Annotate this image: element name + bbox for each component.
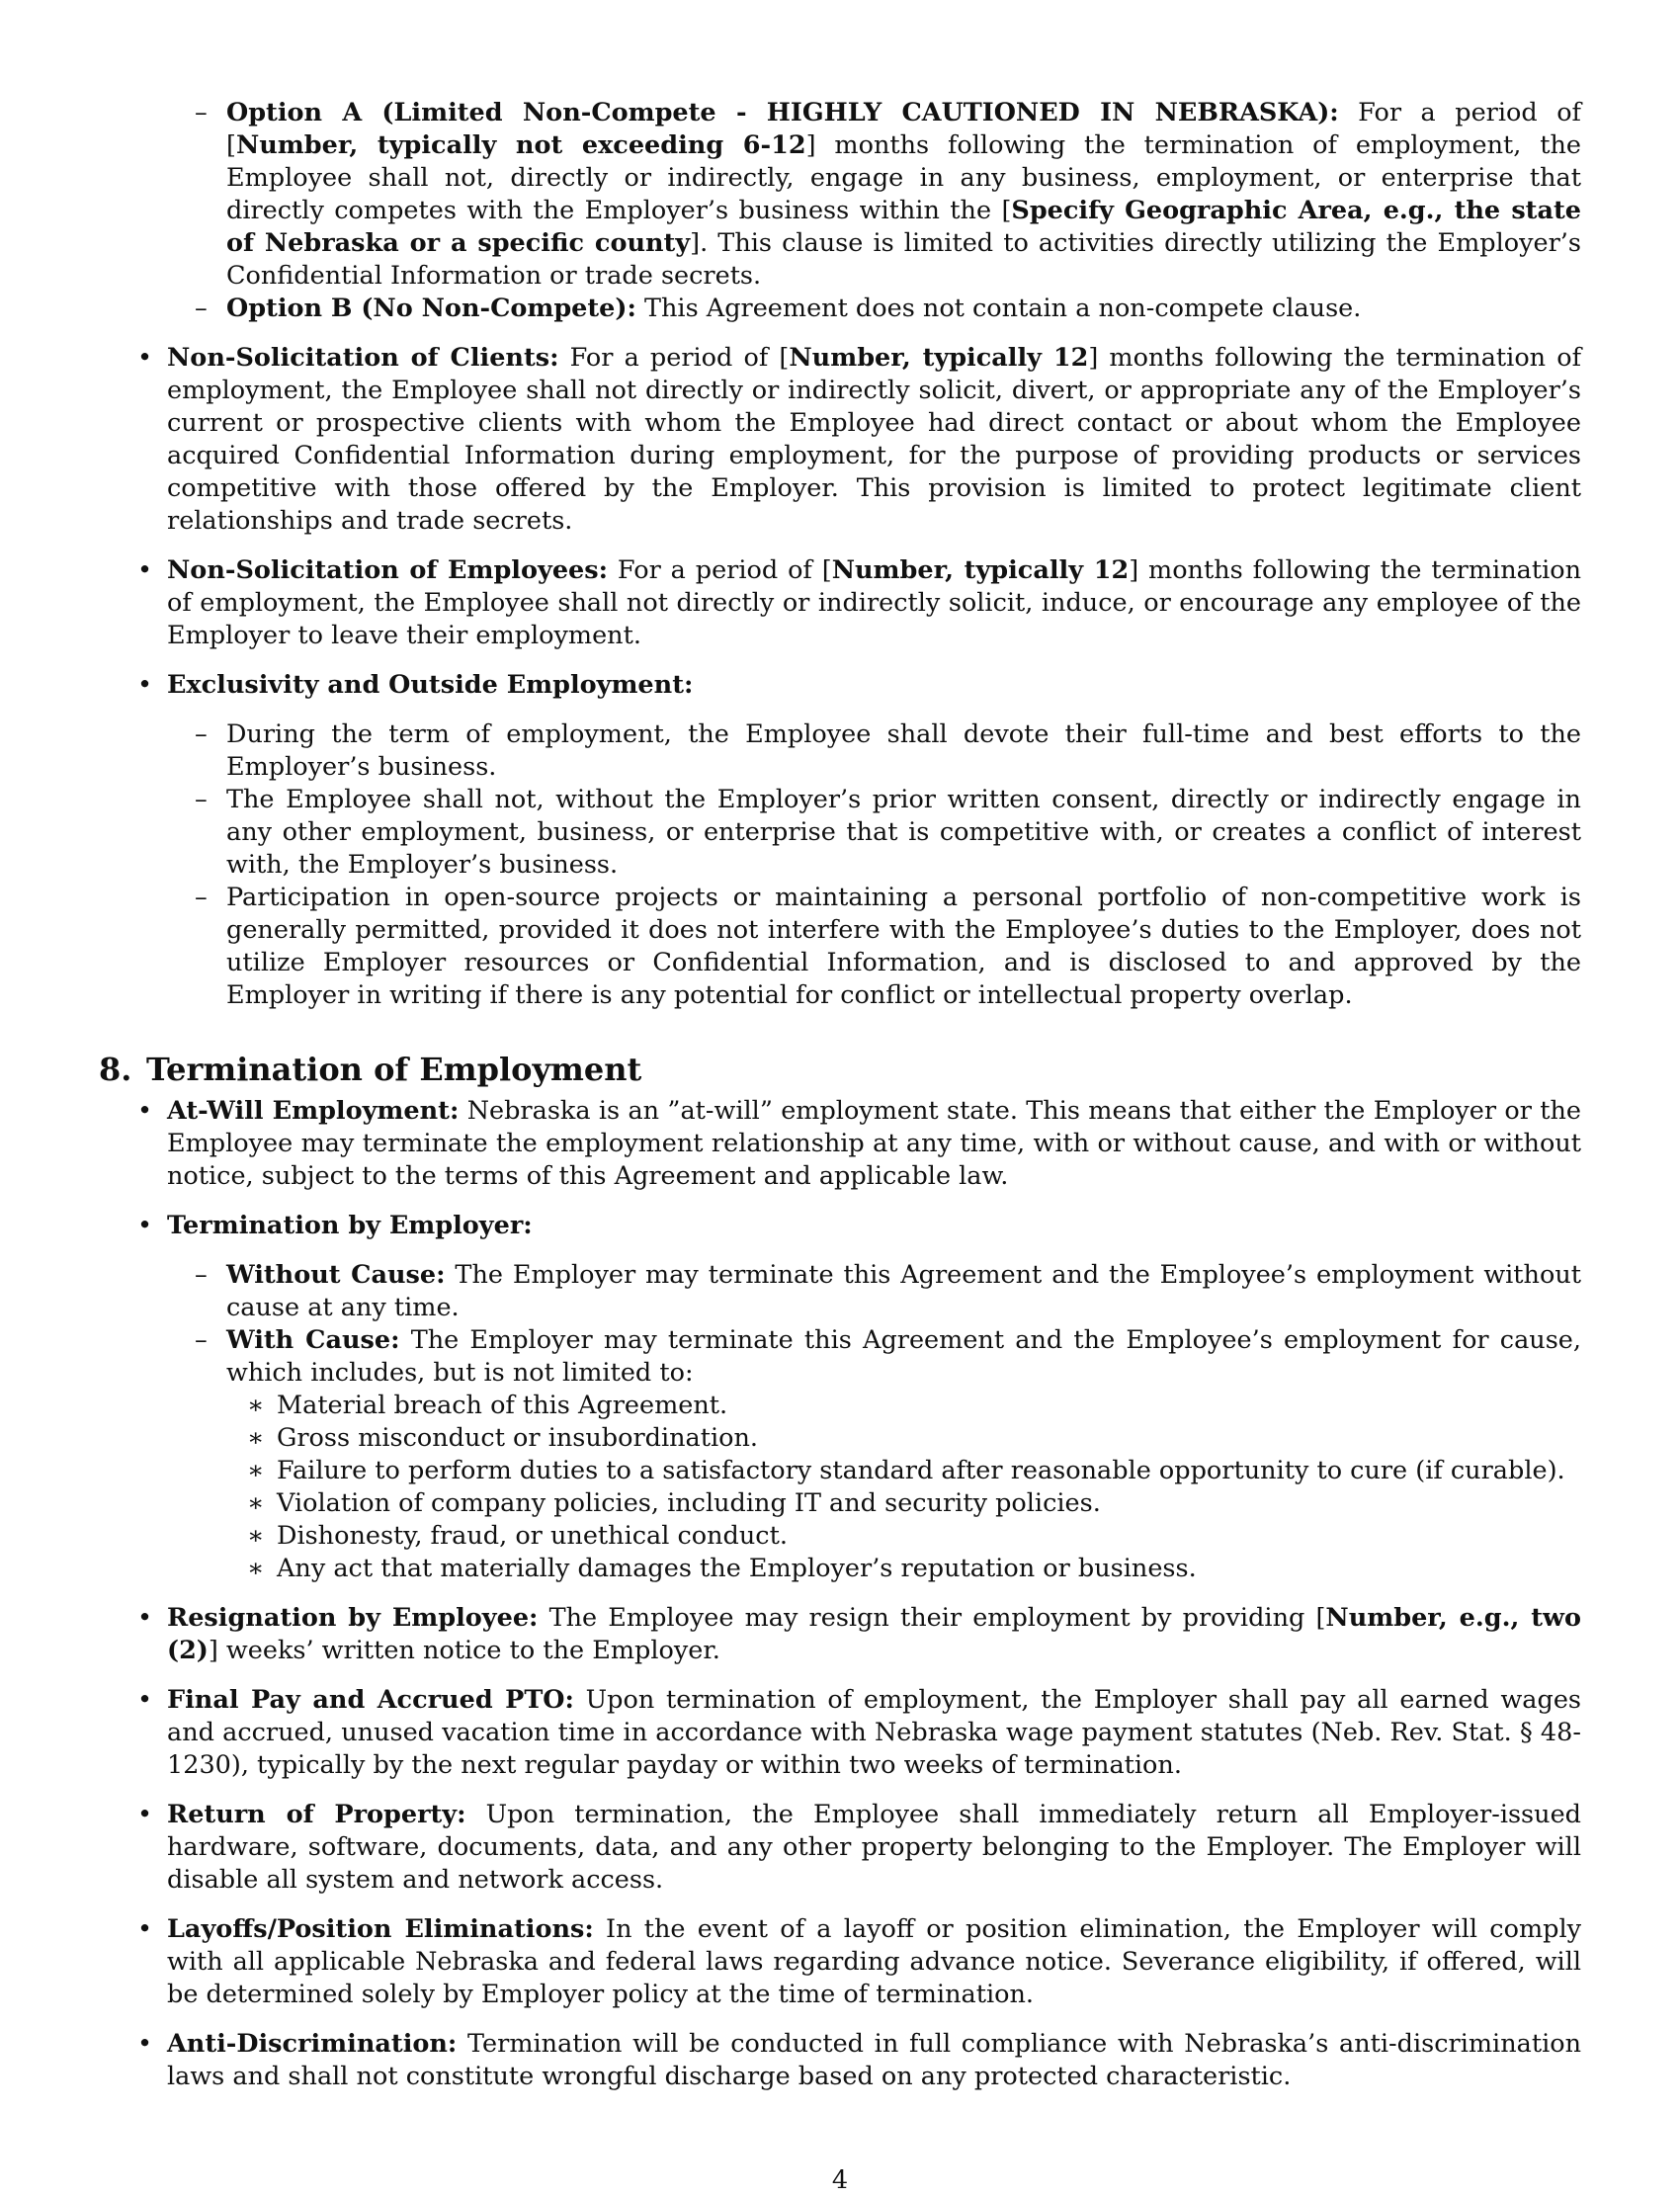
with-cause-text: The Employer may terminate this Agreement and the Employee’s employment for cause, which includes, but is not limited to: xyxy=(226,1325,1581,1388)
without-cause-label: Without Cause: xyxy=(226,1260,446,1290)
exclusivity-subitem xyxy=(195,784,1581,882)
asterisk-marker: ∗ xyxy=(247,1456,265,1485)
dash-marker: – xyxy=(195,98,208,127)
document-page xyxy=(99,97,1581,2093)
cause-item xyxy=(247,1487,1581,1520)
layoffs-item xyxy=(137,1913,1582,2011)
exclusivity-subitem-text: Participation in open-source projects or maintaining a personal portfolio of non-competitive work is generally permitted, provided it does not interfere with the Employee’s duties to the Employer, does not utilize Employer resources or Confidential Information, and is disclosed to and approved by the Employer in writing if there is any potential for conflict or intellectual property overlap. xyxy=(226,883,1581,1010)
asterisk-marker: ∗ xyxy=(247,1521,265,1551)
option-a-text-2: ] months following the termination of employment, the Employee shall not, directly or indirectly, engage in any business, employment, or enterprise that directly competes with the Employer’s business within the [ xyxy=(226,130,1581,225)
cause-text: Material breach of this Agreement. xyxy=(277,1391,728,1420)
dash-marker: – xyxy=(195,1325,208,1355)
termination-by-employer-label: Termination by Employer: xyxy=(167,1211,533,1240)
cause-text: Failure to perform duties to a satisfactory standard after reasonable opportunity to cure (if curable). xyxy=(277,1456,1565,1485)
cause-item xyxy=(247,1553,1581,1585)
bullet-marker: • xyxy=(137,1914,153,1944)
anti-discrimination-label: Anti-Discrimination: xyxy=(167,2029,458,2059)
option-a-placeholder-area: Specify Geographic Area, e.g., the state of Nebraska or a specific county xyxy=(226,196,1581,258)
section-number: 8. xyxy=(99,1051,132,1088)
cause-text: Dishonesty, fraud, or unethical conduct. xyxy=(277,1521,788,1551)
bullet-marker: • xyxy=(137,1800,153,1829)
option-b-text: This Agreement does not contain a non-compete clause. xyxy=(635,294,1362,323)
at-will-text: Nebraska is an ”at-will” employment state. This means that either the Employer or the Employee may terminate the employment relationship at any time, with or without cause, and with or without notice, subject to the terms of this Agreement and applicable law. xyxy=(167,1096,1581,1191)
resignation-item xyxy=(137,1602,1581,1667)
section-heading xyxy=(99,1050,1581,1089)
dash-marker: – xyxy=(195,785,208,814)
return-of-property-text: Upon termination, the Employee shall immediately return all Employer-issued hardware, software, documents, data, and any other property belonging to the Employer. The Employer will disable all system and network access. xyxy=(167,1800,1581,1895)
bullet-marker: • xyxy=(137,2029,153,2059)
final-pay-text: Upon termination of employment, the Employer shall pay all earned wages and accrued, unused vacation time in accordance with Nebraska wage payment statutes (Neb. Rev. Stat. § 48-1230), typically by the next regular payday or within two weeks of termination. xyxy=(167,1685,1581,1780)
final-pay-label: Final Pay and Accrued PTO: xyxy=(167,1685,574,1715)
non-solicitation-clients-text-2: ] months following the termination of employment, the Employee shall not directly or indirectly solicit, divert, or appropriate any of the Employer’s current or prospective clients with whom the Employee had direct contact or about whom the Employee acquired Confidential Information during employment, for the purpose of providing products or services competitive with those offered by the Employer. This provision is limited to protect legitimate client relationships and trade secrets. xyxy=(167,343,1582,536)
exclusivity-subitem-text: During the term of employment, the Employee shall devote their full-time and best efforts to the Employer’s business. xyxy=(226,719,1581,782)
resignation-placeholder: Number, e.g., two (2) xyxy=(167,1603,1581,1665)
cause-item xyxy=(247,1422,1581,1455)
resignation-text-2: ] weeks’ written notice to the Employer. xyxy=(208,1636,720,1665)
section-title: Termination of Employment xyxy=(146,1051,642,1088)
layoffs-label: Layoffs/Position Eliminations: xyxy=(167,1914,594,1944)
dash-marker: – xyxy=(195,294,208,323)
option-a-text-3: ]. This clause is limited to activities directly utilizing the Employer’s Confidential Information or trade secrets. xyxy=(226,228,1581,291)
bullet-marker: • xyxy=(137,343,153,373)
cause-item xyxy=(247,1520,1581,1553)
non-solicitation-employees-text-2: ] months following the termination of employment, the Employee shall not directly or indirectly solicit, induce, or encourage any employee of the Employer to leave their employment. xyxy=(167,555,1581,650)
without-cause-text: The Employer may terminate this Agreement and the Employee’s employment without cause at any time. xyxy=(226,1260,1581,1322)
bullet-marker: • xyxy=(137,555,153,585)
cause-item xyxy=(247,1390,1581,1422)
dash-marker: – xyxy=(195,719,208,749)
non-solicitation-employees-text-1: For a period of [ xyxy=(608,555,832,585)
non-solicitation-employees-placeholder: Number, typically 12 xyxy=(831,555,1130,585)
option-b-item xyxy=(195,293,1581,325)
option-a-text-1: For a period of [ xyxy=(226,98,1581,160)
at-will-label: At-Will Employment: xyxy=(167,1096,460,1126)
exclusivity-subitem xyxy=(195,718,1581,784)
asterisk-marker: ∗ xyxy=(247,1488,265,1518)
resignation-label: Resignation by Employee: xyxy=(167,1603,539,1633)
cause-text: Any act that materially damages the Employer’s reputation or business. xyxy=(277,1554,1197,1583)
exclusivity-item xyxy=(137,669,1581,702)
with-cause-label: With Cause: xyxy=(226,1325,400,1355)
option-a-label: Option A (Limited Non-Compete - HIGHLY CAUTIONED IN NEBRASKA): xyxy=(226,98,1339,127)
cause-item xyxy=(247,1455,1581,1487)
option-b-label: Option B (No Non-Compete): xyxy=(226,294,636,323)
exclusivity-label: Exclusivity and Outside Employment: xyxy=(167,670,694,700)
non-solicitation-clients-item xyxy=(137,342,1582,538)
bullet-marker: • xyxy=(137,670,153,700)
cause-text: Gross misconduct or insubordination. xyxy=(277,1423,759,1453)
return-of-property-label: Return of Property: xyxy=(167,1800,466,1829)
bullet-marker: • xyxy=(137,1685,153,1715)
non-solicitation-clients-text-1: For a period of [ xyxy=(558,343,790,373)
asterisk-marker: ∗ xyxy=(247,1423,265,1453)
return-of-property-item xyxy=(137,1799,1581,1897)
anti-discrimination-text: Termination will be conducted in full compliance with Nebraska’s anti-discrimination laws and shall not constitute wrongful discharge based on any protected characteristic. xyxy=(167,2029,1581,2091)
non-solicitation-clients-placeholder: Number, typically 12 xyxy=(789,343,1089,373)
option-a-item xyxy=(195,97,1581,293)
dash-marker: – xyxy=(195,883,208,912)
bullet-marker: • xyxy=(137,1211,153,1240)
resignation-text-1: The Employee may resign their employment by providing [ xyxy=(538,1603,1326,1633)
asterisk-marker: ∗ xyxy=(247,1391,265,1420)
layoffs-text: In the event of a layoff or position elimination, the Employer will comply with all applicable Nebraska and federal laws regarding advance notice. Severance eligibility, if offered, will be determined solely by Employer policy at the time of termination. xyxy=(167,1914,1582,2009)
exclusivity-subitem-text: The Employee shall not, without the Employer’s prior written consent, directly or indirectly engage in any other employment, business, or enterprise that is competitive with, or creates a conflict of interest with, the Employer’s business. xyxy=(226,785,1581,880)
asterisk-marker: ∗ xyxy=(247,1554,265,1583)
bullet-marker: • xyxy=(137,1096,153,1126)
option-a-placeholder-duration: Number, typically not exceeding 6-12 xyxy=(235,130,806,160)
non-solicitation-clients-label: Non-Solicitation of Clients: xyxy=(167,343,559,373)
page-number: 4 xyxy=(831,2165,849,2195)
non-solicitation-employees-item xyxy=(137,554,1581,652)
dash-marker: – xyxy=(195,1260,208,1290)
at-will-item xyxy=(137,1095,1581,1193)
bullet-marker: • xyxy=(137,1603,153,1633)
with-cause-item xyxy=(195,1324,1581,1390)
anti-discrimination-item xyxy=(137,2028,1581,2093)
cause-text: Violation of company policies, including IT and security policies. xyxy=(277,1488,1101,1518)
exclusivity-subitem xyxy=(195,882,1581,1012)
non-solicitation-employees-label: Non-Solicitation of Employees: xyxy=(167,555,609,585)
final-pay-item xyxy=(137,1684,1581,1782)
without-cause-item xyxy=(195,1259,1581,1324)
termination-by-employer-item xyxy=(137,1210,1581,1242)
